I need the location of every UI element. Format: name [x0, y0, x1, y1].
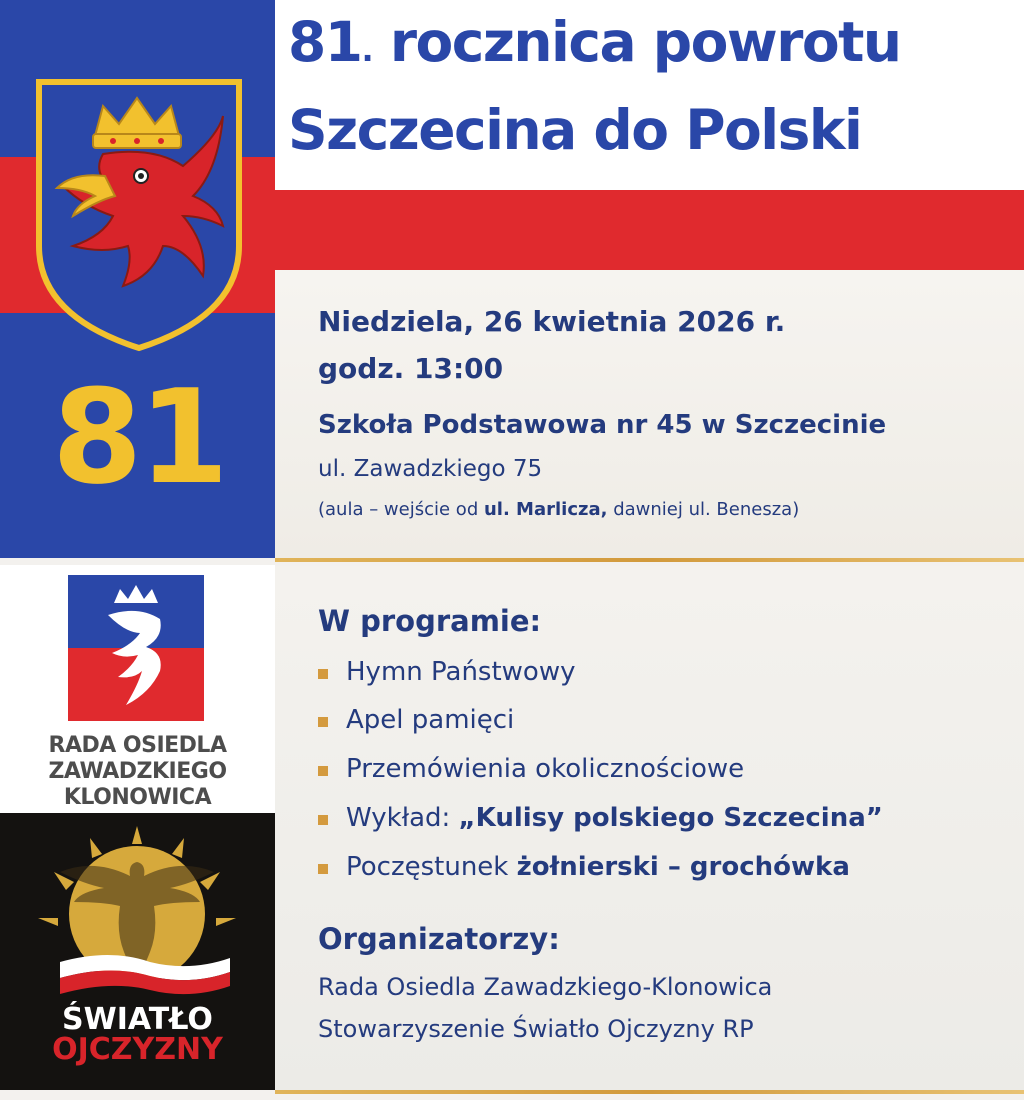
program-heading: W programie:	[318, 604, 542, 638]
event-time: godz. 13:00	[318, 352, 504, 385]
bullet-icon	[318, 766, 328, 776]
title-number: 81	[288, 10, 362, 74]
note-prefix: (aula – wejście od	[318, 499, 484, 520]
bullet-icon	[318, 717, 328, 727]
bullet-icon	[318, 815, 328, 825]
note-bold: ul. Marlicza,	[483, 499, 608, 520]
program-item: Hymn Państwowy	[346, 657, 576, 687]
title-dot: .	[361, 31, 373, 69]
red-stripe	[275, 190, 1024, 270]
bottom-margin	[0, 1090, 275, 1100]
szczecin-coat-of-arms-icon	[33, 76, 245, 354]
organizer-item: Stowarzyszenie Światło Ojczyzny RP	[318, 1015, 754, 1043]
rada-name-line-2: ZAWADZKIEGO	[48, 759, 227, 784]
gold-divider-bottom	[275, 1090, 1024, 1094]
program-item: Poczęstunek żołnierski – grochówka	[346, 852, 850, 882]
rada-osiedla-logo-icon	[68, 575, 204, 721]
event-entrance-note	[318, 499, 799, 520]
bullet-icon	[318, 669, 328, 679]
title-line-1	[288, 10, 901, 74]
swiatlo-word: ŚWIATŁO	[62, 1002, 213, 1037]
ojczyzny-word: OJCZYZNY	[52, 1032, 223, 1067]
rada-name-line-3: KLONOWICA	[63, 785, 212, 810]
note-suffix: dawniej ul. Benesza)	[607, 499, 800, 520]
title-line-2: Szczecina do Polski	[288, 98, 862, 162]
program-item: Przemówienia okolicznościowe	[346, 754, 745, 784]
program-item: Wykład: „Kulisy polskiego Szczecina”	[346, 803, 883, 833]
event-address: ul. Zawadzkiego 75	[318, 456, 543, 482]
event-venue: Szkoła Podstawowa nr 45 w Szczecinie	[318, 410, 887, 440]
organizer-item: Rada Osiedla Zawadzkiego-Klonowica	[318, 973, 773, 1001]
gold-divider	[275, 558, 1024, 562]
swiatlo-ojczyzny-eagle-icon	[30, 822, 245, 1012]
anniversary-number-badge: 81	[52, 361, 225, 513]
bullet-icon	[318, 864, 328, 874]
organizers-heading: Organizatorzy:	[318, 922, 560, 956]
program-item: Apel pamięci	[346, 705, 515, 735]
event-date: Niedziela, 26 kwietnia 2026 r.	[318, 305, 786, 338]
rada-name-line-1: RADA OSIEDLA	[48, 733, 227, 758]
title-rest: rocznica powrotu	[372, 10, 901, 74]
